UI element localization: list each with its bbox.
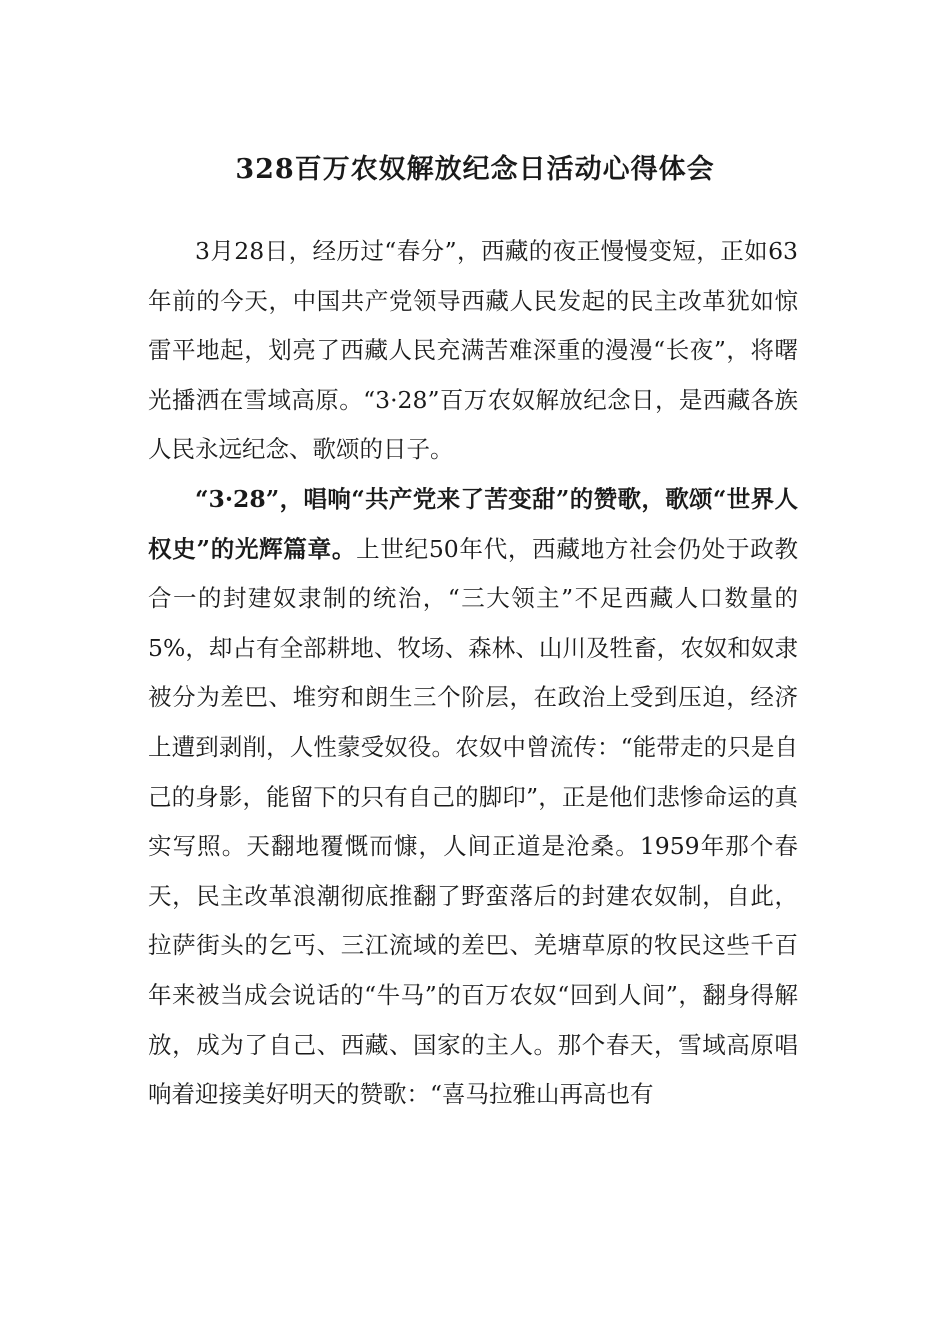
paragraph-intro-text: 3月28日，经历过“春分”，西藏的夜正慢慢变短，正如63年前的今天，中国共产党领导西藏人民发起的民主改革犹如惊雷平地起，划亮了西藏人民充满苦难深重的漫漫“长夜”，将曙光播洒在雪域高原。“3·28”百万农奴解放纪念日，是西藏各族人民永远纪念、歌颂的日子。 [148,237,798,464]
paragraph-section-1 [148,475,798,1120]
paragraph-intro [148,227,798,475]
document-title: 328百万农奴解放纪念日活动心得体会 [235,154,715,186]
paragraph-section-1-text: 上世纪50年代，西藏地方社会仍处于政教合一的封建奴隶制的统治，“三大领主”不足西藏人口数量的5%，却占有全部耕地、牧场、森林、山川及牲畜，农奴和奴隶被分为差巴、堆穷和朗生三个阶层，在政治上受到压迫，经济上遭到剥削，人性蒙受奴役。农奴中曾流传：“能带走的只是自己的身影，能留下的只有自己的脚印”，正是他们悲惨命运的真实写照。天翻地覆慨而慷，人间正道是沧桑。1959年那个春天，民主改革浪潮彻底推翻了野蛮落后的封建农奴制，自此，拉萨街头的乞丐、三江流域的差巴、羌塘草原的牧民这些千百年来被当成会说话的“牛马”的百万农奴“回到人间”，翻身得解放，成为了自己、西藏、国家的主人。那个春天，雪域高原唱响着迎接美好明天的赞歌：“喜马拉雅山再高也有 [148,534,798,1109]
paragraph-lead-heading: “3·28”，唱响“共产党来了苦变甜”的赞歌，歌颂“世界人权史”的光辉篇章。 [148,485,798,563]
